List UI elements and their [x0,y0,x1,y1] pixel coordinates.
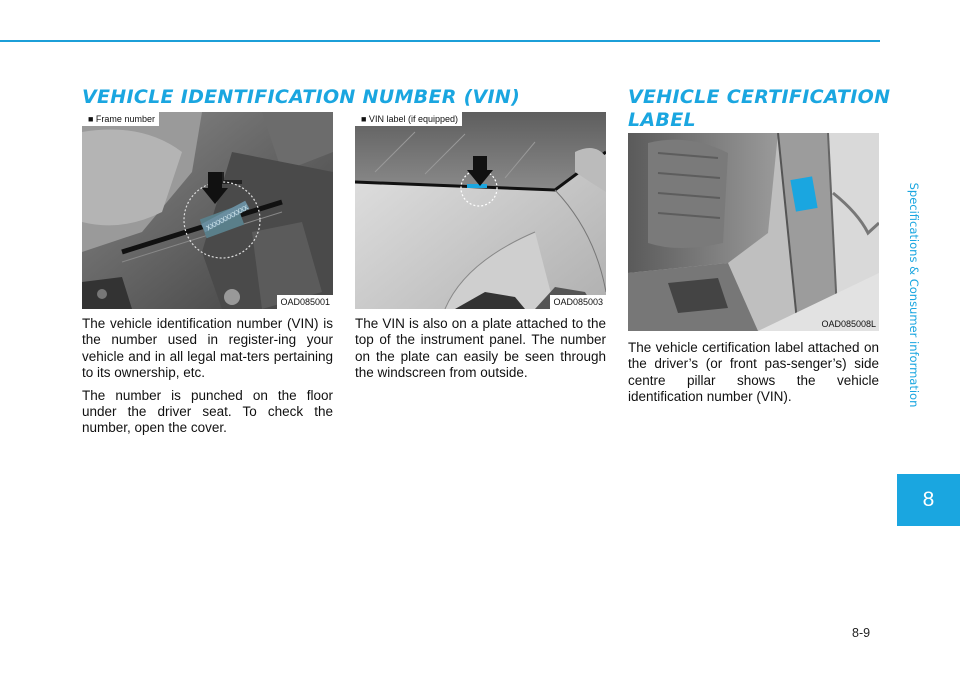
vin-label-figure [355,112,606,309]
top-rule [0,40,880,42]
cert-section-title [628,86,890,132]
cert-label-illustration [628,133,879,331]
cert-label-code: OAD085008L [821,319,876,329]
side-tab-text: Specifications & Consumer information [907,182,921,408]
vin-text-column2 [355,316,606,388]
vin-paragraph-1: The vehicle identification number (VIN) is the number used in register-ing your vehicle and in all legal mat-ters pertaining to its ownership, etc. [82,316,333,381]
vin-label-caption: ■ VIN label (if equipped) [355,112,462,126]
cert-text-column [628,340,879,412]
cert-title-line1: VEHICLE CERTIFICATION [628,86,891,108]
frame-number-illustration [82,112,333,309]
page-number: 8-9 [852,626,871,640]
frame-number-code: OAD085001 [277,295,333,309]
frame-number-label: ■ Frame number [82,112,159,126]
frame-number-figure [82,112,333,309]
vin-label-code: OAD085003 [550,295,606,309]
chapter-tab: 8 [897,474,960,526]
cert-paragraph-1: The vehicle certification label attached on the driver’s (or front pas-senger’s) side centre pillar shows the vehicle identification number (VIN). [628,340,879,405]
vin-section-title: VEHICLE IDENTIFICATION NUMBER (VIN) [82,86,521,108]
side-tab [904,100,924,490]
vin-paragraph-2: The number is punched on the floor under the driver seat. To check the number, open the cover. [82,387,333,436]
vin-text-column1 [82,316,333,443]
cert-label-figure [628,133,879,331]
vin-label-illustration [355,112,606,309]
plate-text: XXXXXXXXXXX [205,203,250,233]
vin-paragraph-3: The VIN is also on a plate attached to the top of the instrument panel. The number on the plate can easily be seen through the windscreen from outside. [355,316,606,381]
cert-title-line2: LABEL [628,109,696,131]
